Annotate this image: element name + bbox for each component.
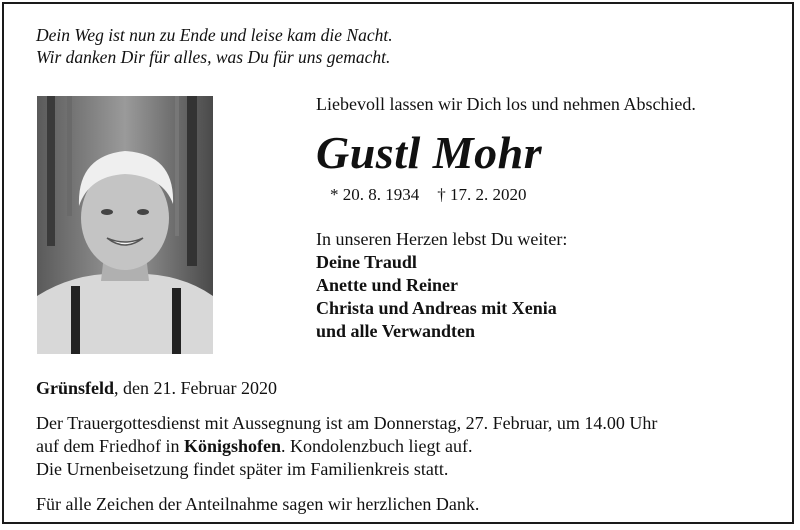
birth-date: * 20. 8. 1934: [330, 185, 420, 204]
death-date: † 17. 2. 2020: [437, 185, 527, 204]
service-line-3: Die Urnenbeisetzung findet später im Familienkreis statt.: [36, 459, 449, 479]
main-block: [316, 92, 786, 343]
service-line-2-pre: auf dem Friedhof in: [36, 436, 184, 456]
herzen-text: In unseren Herzen lebst Du weiter:: [316, 229, 568, 249]
mourner-item: Deine Traudl: [316, 252, 417, 272]
details-block: [36, 377, 786, 516]
poem-line: Wir danken Dir für alles, was Du für uns gemacht.: [36, 47, 391, 67]
service-line-2-post: . Kondolenzbuch liegt auf.: [281, 436, 473, 456]
life-dates: [330, 184, 786, 206]
portrait-photo: [37, 96, 213, 354]
poem: [36, 24, 393, 68]
service-line-2: [36, 435, 786, 458]
service-line-1: Der Trauergottesdienst mit Aussegnung ist am Donnerstag, 27. Februar, um 14.00 Uhr: [36, 413, 658, 433]
service-place: Königshofen: [183, 436, 281, 456]
mourners-list: [316, 251, 786, 343]
intro-text: Liebevoll lassen wir Dich los und nehmen Abschied.: [316, 94, 696, 114]
mourner-item: Anette und Reiner: [316, 275, 458, 295]
obituary-card: [2, 2, 794, 524]
thanks-text: Für alle Zeichen der Anteilnahme sagen wir herzlichen Dank.: [36, 494, 480, 514]
mourner-item: und alle Verwandten: [316, 321, 476, 341]
place-date: [36, 377, 786, 400]
mourner-item: Christa und Andreas mit Xenia: [316, 298, 557, 318]
poem-line: Dein Weg ist nun zu Ende und leise kam die Nacht.: [36, 25, 393, 45]
place: Grünsfeld: [36, 378, 115, 398]
deceased-name: Gustl Mohr: [316, 127, 543, 178]
date: , den 21. Februar 2020: [114, 378, 277, 398]
